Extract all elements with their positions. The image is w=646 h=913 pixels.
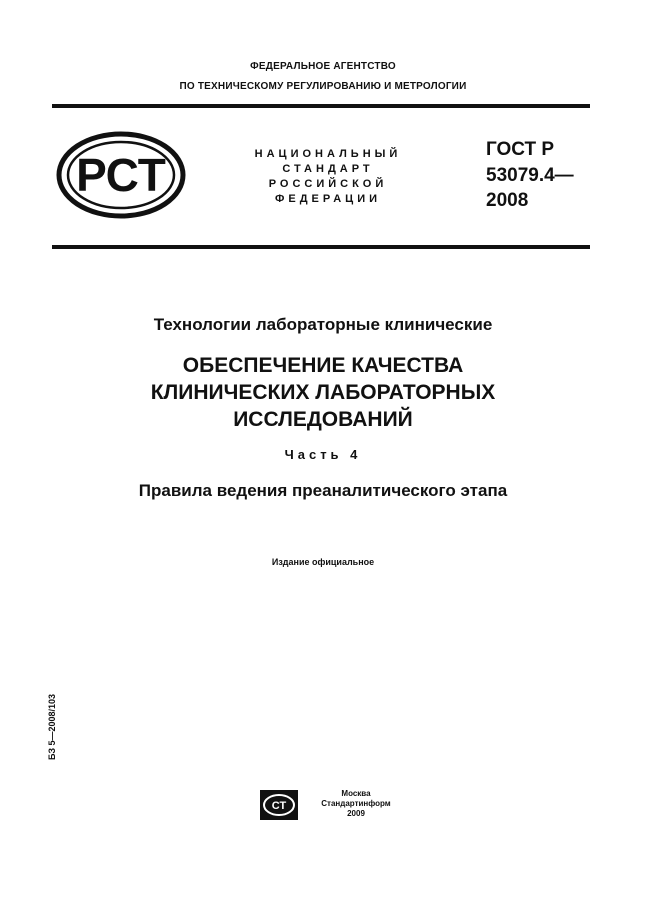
svg-text:РСТ: РСТ	[76, 149, 166, 201]
document-title-line-1: ОБЕСПЕЧЕНИЕ КАЧЕСТВА	[182, 354, 464, 377]
svg-text:СТ: СТ	[271, 800, 287, 812]
document-title-line-2: КЛИНИЧЕСКИХ ЛАБОРАТОРНЫХ	[150, 381, 496, 404]
publisher-name: Стандартинформ	[321, 799, 391, 808]
edition-label: Издание официальное	[271, 557, 375, 567]
agency-line-1: ФЕДЕРАЛЬНОЕ АГЕНТСТВО	[250, 61, 396, 72]
document-title-line-3: ИССЛЕДОВАНИЙ	[233, 408, 413, 431]
side-code: БЗ 5—2008/103	[47, 693, 57, 760]
national-line-3: РОССИЙСКОЙ	[268, 178, 388, 190]
part-number: Часть 4	[284, 447, 362, 462]
publisher-logo-icon	[260, 790, 298, 820]
gost-number-line-2: 53079.4—	[486, 165, 574, 186]
agency-line-2: ПО ТЕХНИЧЕСКОМУ РЕГУЛИРОВАНИЮ И МЕТРОЛОГИИ	[179, 81, 467, 92]
part-title: Правила ведения преаналитического этапа	[138, 481, 508, 500]
gost-number-line-1: ГОСТ Р	[486, 139, 555, 160]
publisher-year: 2009	[347, 809, 365, 818]
national-line-1: НАЦИОНАЛЬНЫЙ	[254, 148, 402, 160]
middle-divider	[52, 245, 590, 249]
document-subtitle: Технологии лабораторные клинические	[153, 315, 493, 334]
publisher-city: Москва	[341, 789, 371, 798]
top-divider	[52, 104, 590, 108]
national-line-2: СТАНДАРТ	[282, 163, 374, 175]
national-line-4: ФЕДЕРАЦИИ	[274, 193, 382, 205]
gost-number-line-3: 2008	[486, 190, 529, 211]
rst-logo-icon	[55, 131, 187, 219]
